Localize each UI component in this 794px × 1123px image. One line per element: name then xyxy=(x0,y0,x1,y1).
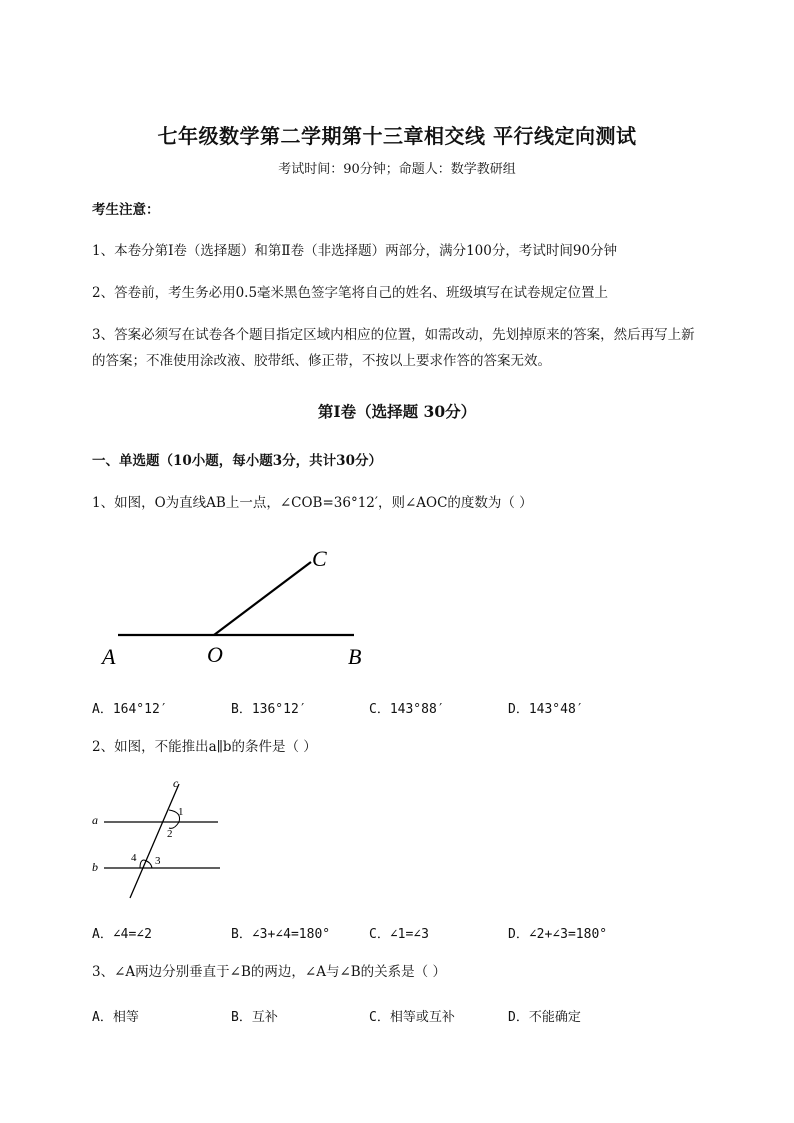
angle-3-label: 3 xyxy=(155,855,161,867)
angle-4-label: 4 xyxy=(131,852,137,864)
angle-1-label: 1 xyxy=(178,806,184,818)
label-b: B xyxy=(348,644,362,669)
note-item-2: 2、答卷前，考生务必用0.5毫米黑色签字笔将自己的姓名、班级填写在试卷规定位置上 xyxy=(92,285,609,301)
note-item-1: 1、本卷分第Ⅰ卷（选择题）和第Ⅱ卷（非选择题）两部分，满分100分，考试时间90分钟 xyxy=(92,243,618,259)
label-b: b xyxy=(92,860,98,874)
q2-option-b[interactable]: B．∠3+∠4=180° xyxy=(231,927,331,942)
line-c xyxy=(130,784,179,898)
q2-option-d[interactable]: D．∠2+∠3=180° xyxy=(508,927,608,942)
q3-option-c[interactable]: C．相等或互补 xyxy=(369,1010,455,1025)
label-a: a xyxy=(92,813,98,827)
label-o: O xyxy=(207,642,223,667)
q3-option-d[interactable]: D．不能确定 xyxy=(508,1010,581,1025)
q1-option-c[interactable]: C．143°88′ xyxy=(369,702,445,717)
angle-2-label: 2 xyxy=(167,828,173,840)
question-2-stem: 2、如图，不能推出a∥b的条件是（ ） xyxy=(92,739,317,755)
section-title: 第Ⅰ卷（选择题 30分） xyxy=(317,402,477,421)
notes-heading: 考生注意： xyxy=(92,202,160,218)
q3-option-a[interactable]: A．相等 xyxy=(92,1010,139,1025)
q1-option-b[interactable]: B．136°12′ xyxy=(231,702,307,717)
question-1-stem: 1、如图，O为直线AB上一点，∠COB=36°12′，则∠AOC的度数为（ ） xyxy=(92,495,533,511)
exam-title: 七年级数学第二学期第十三章相交线 平行线定向测试 xyxy=(157,124,637,148)
q3-option-b[interactable]: B．互补 xyxy=(231,1010,278,1025)
label-c: c xyxy=(173,776,179,790)
part-heading: 一、单选题（10小题，每小题3分，共计30分） xyxy=(92,453,382,469)
note-item-3: 3、答案必须写在试卷各个题目指定区域内相应的位置，如需改动，先划掉原来的答案，然后再写上新 xyxy=(92,327,695,343)
q1-option-a[interactable]: A．164°12′ xyxy=(92,702,168,717)
ray-oc xyxy=(214,562,311,635)
question-1-figure xyxy=(98,540,378,675)
q2-option-a[interactable]: A．∠4=∠2 xyxy=(92,927,152,942)
question-2-figure xyxy=(88,772,228,902)
note-item-3-continued: 的答案；不准使用涂改液、胶带纸、修正带，不按以上要求作答的答案无效。 xyxy=(92,353,551,369)
exam-subtitle: 考试时间：90分钟；命题人：数学教研组 xyxy=(278,162,516,177)
question-3-stem: 3、∠A两边分别垂直于∠B的两边，∠A与∠B的关系是（ ） xyxy=(92,964,446,980)
label-c: C xyxy=(312,546,327,571)
label-a: A xyxy=(102,644,116,669)
q1-option-d[interactable]: D．143°48′ xyxy=(508,702,584,717)
q2-option-c[interactable]: C．∠1=∠3 xyxy=(369,927,429,942)
